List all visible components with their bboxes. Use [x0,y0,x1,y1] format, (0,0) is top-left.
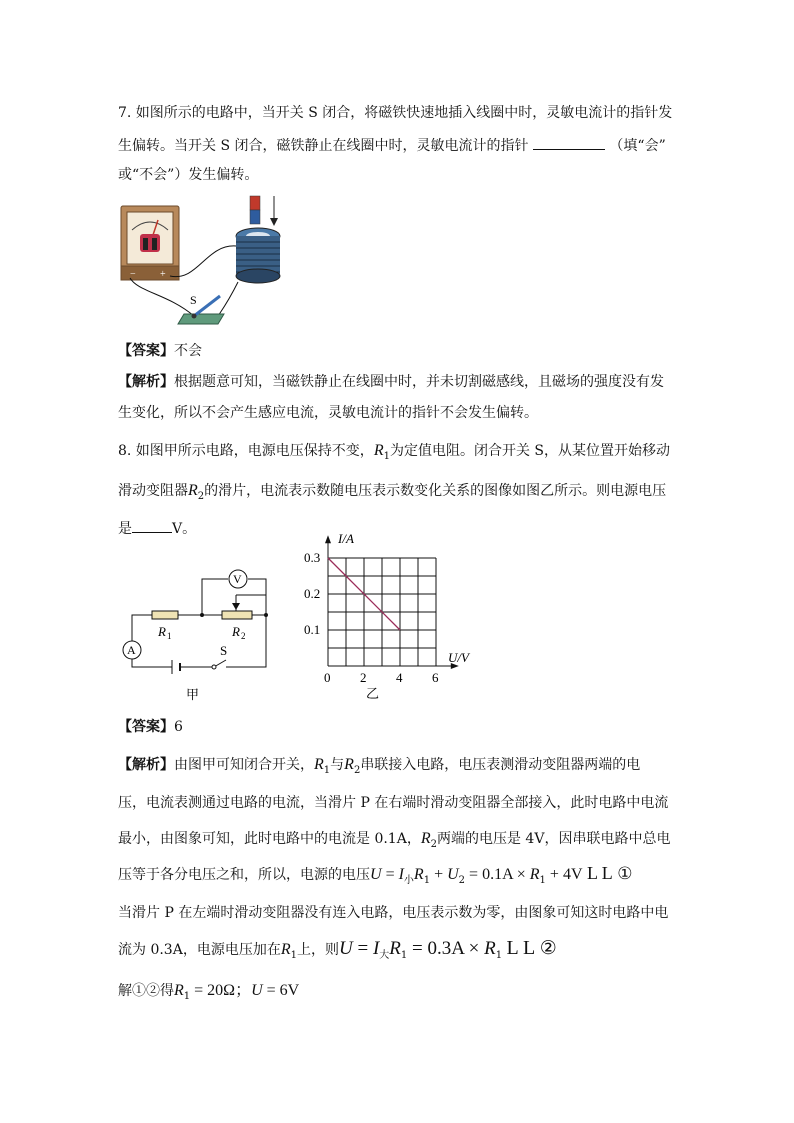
q7-analysis-2: 生变化，所以不会产生感应电流，灵敏电流计的指针不会发生偏转。 [118,405,538,421]
q8-graph-yi [300,531,480,701]
q8-analysis-2: 压，电流表测通过电路的电流，当滑片 P 在右端时滑动变阻器全部接入，此时电路中电流 [118,795,669,811]
svg-text:A: A [127,643,136,657]
x-tick-label: 2 [360,670,367,685]
q8-answer: 【答案】6 [118,719,183,735]
y-axis-arrow-icon [325,535,331,543]
q8-circuit-jia [118,565,278,705]
q7-answer-blank [533,135,605,150]
resistor-r1 [152,611,178,619]
rheostat-r2 [222,611,252,619]
q7-analysis-1: 【解析】根据题意可知，当磁铁静止在线圈中时，并未切割磁感线，且磁场的强度没有发 [118,374,664,390]
switch-label: S [190,293,197,307]
svg-text:+: + [160,269,166,280]
q7-line-3: 或“不会”）发生偏转。 [118,167,259,183]
arrow-down-icon [270,196,278,226]
bar-magnet-icon [250,196,260,224]
y-tick-label: 0.2 [304,586,321,601]
x-tick-label: 0 [324,670,331,685]
y-tick-label: 0.1 [304,622,321,637]
svg-text:甲: 甲 [186,687,200,702]
q8-line-3: 是 V。 [118,518,196,539]
svg-text:1: 1 [167,631,172,641]
q7-answer: 【答案】不会 [118,343,202,359]
x-tick-label: 4 [396,670,403,685]
q8-analysis-1: 【解析】由图甲可知闭合开关，$R_1$与$R_2$串联接入电路，电压表测滑动变阻器两端的电 [118,756,641,776]
q8-answer-blank [132,518,172,533]
coil-icon [236,228,280,283]
q8-analysis-3: 最小，由图象可知，此时电路中的电流是 0.1A，$R_2$两端的电压是 4V，因串联电路中总电 [118,830,671,850]
svg-text:V: V [233,572,242,586]
q7-line-2: 生偏转。当开关 S 闭合，磁铁静止在线圈中时，灵敏电流计的指针 （填“会” [118,135,666,156]
svg-text:R: R [158,624,166,639]
q8-analysis-5: 当滑片 P 在左端时滑动变阻器没有连入电路，电压表示数为零，由图象可知这时电路中电 [118,905,669,921]
x-tick-label: 6 [432,670,439,685]
knife-switch-icon [178,296,224,324]
q8-analysis-6: 流为 0.3A，电源电压加在$R_1$上，则$U = I_大R_1 = 0.3A \times R_1$ L L ② [118,937,557,961]
graph-caption: 乙 [366,686,380,701]
y-axis-label: I/A [338,531,354,547]
q8-analysis-4: 压等于各分电压之和，所以，电源的电压$U = I_小R_1 + U_2 = 0.1A \times R_1 + 4V$ L L ① [118,863,633,886]
q7-line-1: 7. 如图所示的电路中，当开关 S 闭合，将磁铁快速地插入线圈中时，灵敏电流计的指针发 [118,105,673,121]
svg-text:−: − [130,269,136,280]
q8-line-2: 滑动变阻器$R_2$的滑片，电流表示数随电压表示数变化关系的图像如图乙所示。则电源电压 [118,482,667,502]
q7-circuit-figure [118,192,288,332]
y-tick-label: 0.3 [304,550,321,565]
svg-text:R: R [232,624,240,639]
q8-solution: 解①②得$R_1 = 20\Omega$；U = 6V [118,982,300,1002]
svg-text:2: 2 [241,631,246,641]
x-axis-label: U/V [448,650,469,665]
q8-line-1: 8. 如图甲所示电路，电源电压保持不变，$R_1$为定值电阻。闭合开关 S，从某位置开始移动 [118,442,671,462]
svg-text:S: S [220,643,228,658]
galvanometer-icon [121,206,179,280]
